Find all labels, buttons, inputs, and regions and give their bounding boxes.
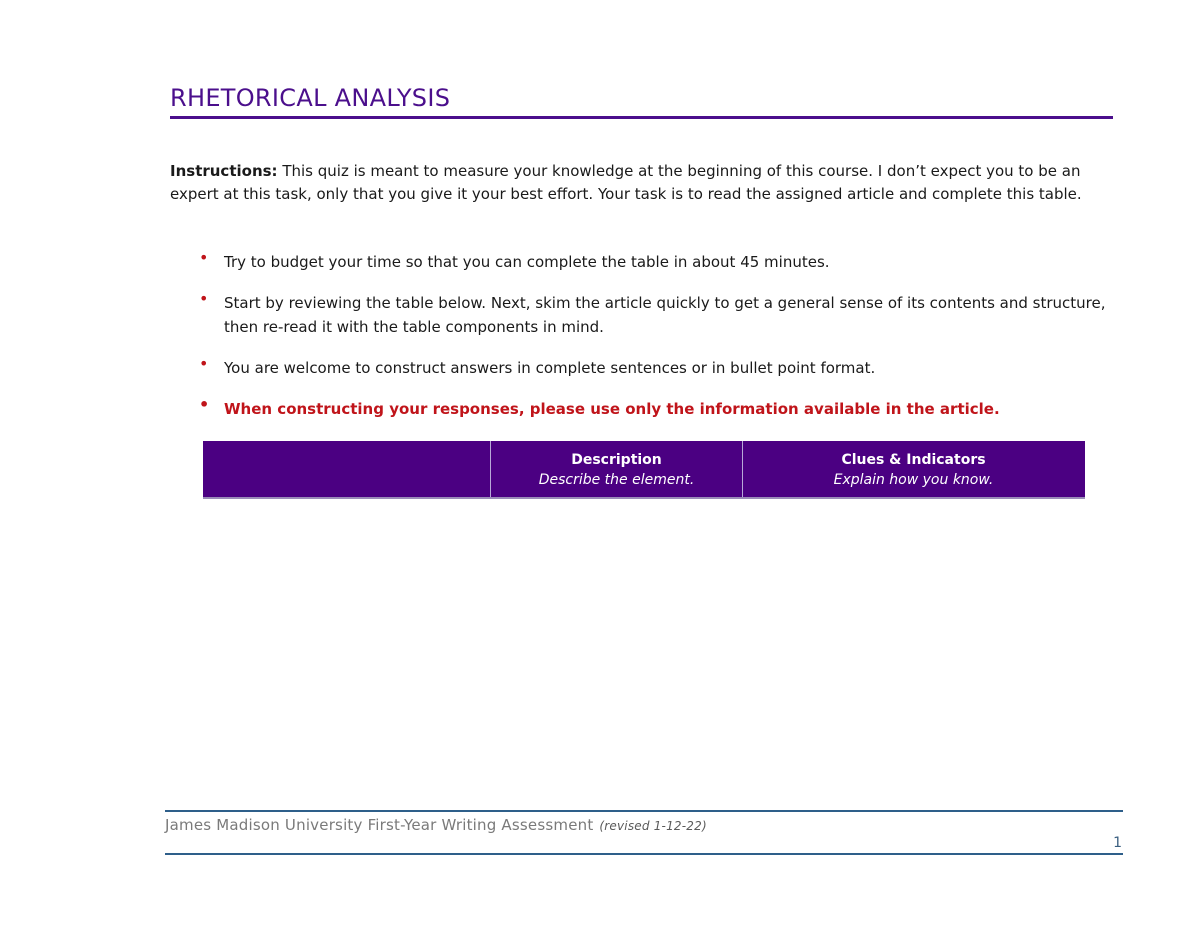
list-item (170, 356, 1115, 380)
instructions-lead: Instructions: (170, 162, 278, 180)
instructions-paragraph (170, 160, 1115, 206)
column-subtitle: Explain how you know. (833, 472, 994, 488)
title-underline (170, 116, 1113, 119)
list-item (170, 291, 1115, 339)
list-item-text: When constructing your responses, please use only the information available in the article. (224, 400, 1000, 418)
column-title: Clues & Indicators (841, 452, 986, 468)
page-title: RHETORICAL ANALYSIS (170, 84, 451, 112)
list-item-text: Try to budget your time so that you can complete the table in about 45 minutes. (224, 253, 830, 271)
footer-rule-top (165, 810, 1123, 812)
bullet-icon: • (199, 395, 210, 414)
list-item (170, 250, 1115, 274)
column-subtitle: Describe the element. (538, 472, 695, 488)
table-header-row (204, 441, 1085, 498)
bullet-icon: • (199, 354, 209, 373)
footer-revision: (revised 1-12-22) (599, 819, 707, 833)
column-header-description (491, 441, 743, 498)
footer-text (165, 816, 707, 834)
instructions-body: This quiz is meant to measure your knowledge at the beginning of this course. I don’t expect you to be an expert at this task, only that you give it your best effort. Your task is to read the assigned article and complete this table. (170, 162, 1082, 203)
analysis-table (203, 441, 1085, 499)
footer-institution: James Madison University First-Year Writing Assessment (165, 816, 594, 834)
instruction-list (170, 250, 1115, 438)
bullet-icon: • (199, 248, 209, 267)
column-title: Description (571, 452, 662, 468)
column-header-clues (743, 441, 1085, 498)
footer-rule-bottom (165, 853, 1123, 855)
bullet-icon: • (199, 289, 209, 308)
list-item-text: You are welcome to construct answers in complete sentences or in bullet point format. (224, 359, 876, 377)
page-number: 1 (1113, 835, 1122, 851)
column-header-element (204, 441, 491, 498)
list-item-text: Start by reviewing the table below. Next, skim the article quickly to get a general sense of its contents and structure, then re-read it with the table components in mind. (224, 294, 1106, 336)
list-item-emphasized (170, 397, 1115, 421)
